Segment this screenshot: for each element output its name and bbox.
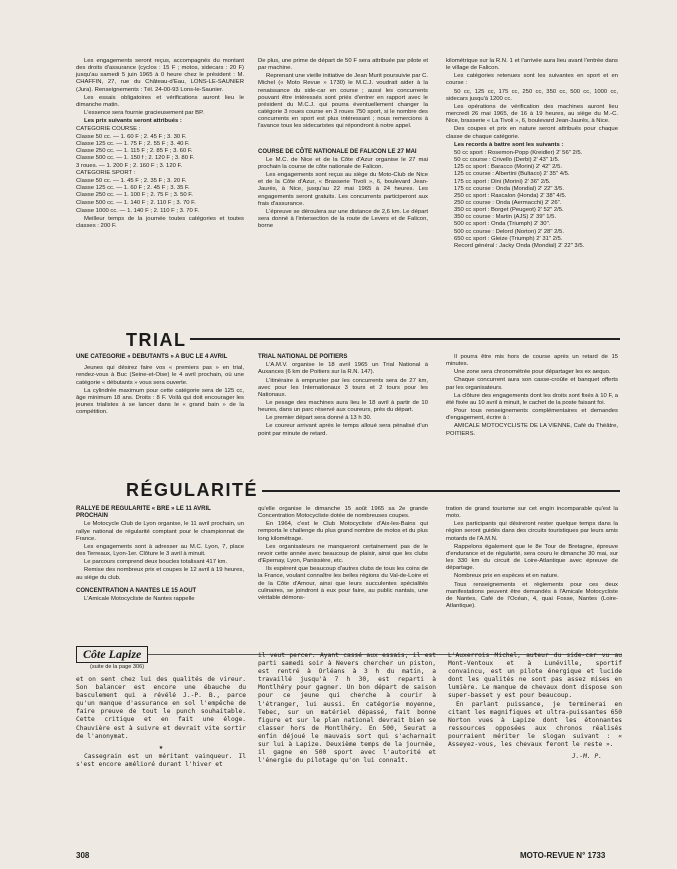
r1-paragraph: Remise des nombreux prix et coupes le 12 avril à 19 heures, au siège du club. <box>76 567 244 581</box>
falicon-text <box>258 157 428 231</box>
col1-top-paragraph: Classe 250 cc. — 1. 115 F ; 2. 85 F ; 3. 60 F. <box>76 147 193 154</box>
col1-top-paragraph: Classe 125 cc. — 1. 75 F ; 2. 55 F ; 3. 40 F. <box>76 140 190 147</box>
col2-bottom-paragraph: L'épreuve se déroulera sur une distance de 2,6 km. Le départ sera donné à l'intersection de la route de Levers et de Falicon, borne <box>258 208 428 230</box>
lapize-title: Côte Lapize <box>76 646 148 663</box>
col1-top-paragraph: Classe 500 cc. — 1. 140 F ; 2. 110 F ; 3. 70 F. <box>76 199 196 206</box>
trial-col-3 <box>446 354 618 439</box>
r3-paragraph: Tous renseignements et règlements pour ces deux manifestations peuvent être demandés à l'Amicale Motocycliste de Nantes, Café de l'Océan, 4, quai Fosse, Nantes (Loire-Atlantique). <box>446 581 618 610</box>
r1-paragraph: Les engagements sont à adresser au M.C. Lyon, 7, place des Terreaux, Lyon-1er. Clôture le 3 avril à minuit. <box>76 543 244 558</box>
col1-top-paragraph: Classe 500 cc. — 1. 150 f ; 2. 120 F ; 3. 80 F. <box>76 155 195 162</box>
r2-paragraph: Ils espèrent que beaucoup d'autres clubs de tous les coins de la France, voulant connaître les belles régions du Val-de-Loire et de la Côte d'Amour, ainsi que leurs succulentes spécialités culinaires, se joindront à eux pour faire, au public nantais, une véritable démons- <box>258 566 428 601</box>
lap2-paragraph: il veut percer. Ayant cassé aux essais, il est parti samedi soir à Nevers chercher un piston, est rentré à Orléans à 3 h du matin, a travaillé jusqu'à 7 h 30, est reparti à Montlhéry pour gagner. Un bon départ de saison pour ce jeune qui cherche à courir à l'étranger, lui aussi. En catégorie moyenne, Tebec, sur un matériel dépassé, fait bonne figure et sur le plan national devrait bien se classer hors de Montlhéry. En 500, Seurat a enfin déjoué le mauvais sort qui s'acharnait sur lui à Lapize. Deuxième temps de la journée, il gagne en 500 sport avec l'autorité et l'énergie du pilotage qu'on lui connaît. <box>258 652 436 765</box>
col1-top-paragraph: Classe 50 cc. — 1. 45 F ; 2. 35 F ; 3. 20 F. <box>76 177 187 184</box>
col2-top-paragraph: De plus, une prime de départ de 50 F sera attribuée par pilote et par machine. <box>258 58 428 72</box>
record-entry: 50 cc course : Crivello (Derbi) 2' 43" 1/5. <box>454 157 560 164</box>
poitiers-text <box>258 362 428 438</box>
lap1-paragraph: et on sent chez lui des qualités de vireur. Son balancer est encore une ébauche du basculement qui a révélé J.-P. B., parce qu'un manque d'assurance en sol l'empêche de faire preuve de tout le punch souhaitable. Cette critique et en fait une éloge. Chauvière est à suivre et devrait vite sortir de l'anonymat. <box>76 676 246 740</box>
record-entry: 350 cc sport : Borget (Peugeot) 2' 52" 2/5. <box>454 207 564 214</box>
nantes-text <box>76 596 244 603</box>
r1b-paragraph: L'Amicale Motocycliste de Nantes rappelle <box>84 595 195 602</box>
col1-top-paragraph: Classe 250 cc. — 1. 100 F ; 2. 75 F ; 3. 50 F. <box>76 191 193 198</box>
r3-paragraph: Rappelons également que le 8e Tour de Bretagne, épreuve d'endurance et de régularité, sera couru le dimanche 30 mai, sur les 330 km du circuit de Loire-Atlantique avec épreuve de départage. <box>446 543 618 572</box>
r3-paragraph: Nombreux prix en espèces et en nature. <box>454 573 559 580</box>
r1-paragraph: Le Motocycle Club de Lyon organise, le 11 avril prochain, un rallye national de régularité comptant pour le championnat de France. <box>76 521 244 542</box>
record-entry: 250 cc sport : Rascalon (Honda) 2' 38" 4/5. <box>454 192 567 199</box>
t2-paragraph: Le coureur arrivant après le temps alloué sera pénalisé d'un point par minute de retard. <box>258 423 428 437</box>
lap3-paragraph: L'Auxerrois Michel, auteur du side-car vu au Mont-Ventoux et à Lunéville, sportif convaincu, est un pilote énergique et lucide dont les qualités ne sont pas assez mises en lumière. Le manque de chevaux dont dispose son super-basset y est pour beaucoup. <box>448 652 622 700</box>
record-entry: 500 cc sport : Onda (Triumph) 2' 30". <box>454 221 551 228</box>
r1-paragraph: Le parcours comprend deux boucles totalisant 417 km. <box>84 559 228 566</box>
nantes-heading: CONCENTRATION A NANTES LE 15 AOUT <box>76 587 197 594</box>
record-entry: Record général : Jacky Onda (Mondial) 2' 22" 3/5. <box>454 242 585 249</box>
r2-paragraph: Les organisateurs ne manqueront certainement pas de le revoir cette année avec beaucoup de plaisir, ainsi que les clubs d'Epernay, Lyon, Panissière, etc. <box>258 543 428 565</box>
col2-bottom-paragraph: Le M.C. de Nice et de la Côte d'Azur organise le 27 mai prochain la course de côte nationale de Falicon. <box>258 156 428 170</box>
trial-col-2 <box>258 354 428 439</box>
t1-paragraph: La cylindrée maximum pour cette catégorie sera de 125 cc, âge minimum 18 ans. Droits : 8 F. Voilà qui doit encourager les jeunes trialistes à se lancer dans le « grand bain » de la compétition. <box>76 387 244 416</box>
lapize-col-3 <box>448 652 622 761</box>
trial-col-1 <box>76 354 244 417</box>
col3-top-paragraph: kilométrique sur la R.N. 1 et l'arrivée aura lieu avant l'entrée dans le village de Falicon. <box>446 58 618 72</box>
col3-top-paragraph: Les catégories retenues sont les suivantes en sport et en course : <box>446 73 618 87</box>
reg-col-2 <box>258 506 428 603</box>
t2-paragraph: Le premier départ sera donné à 13 h 30. <box>266 415 372 422</box>
col1-top-paragraph: Classe 125 cc. — 1. 60 F ; 2. 45 F ; 3. 35 F. <box>76 184 190 191</box>
r3-paragraph: Les participants qui désireront rester quelque temps dans la région seront guidés dans des circuits touristiques par leurs amis motards de l'A.M.N. <box>446 521 618 542</box>
lap3-paragraph: En parlant puissance, je terminerai en citant les magnifiques et ultra-puissantes 650 Norton vues à Lapize dont les étonnantes ressources opposées aux chronos réalisés pourraient mériter le slogan suivant : « Asseyez-vous, les chevaux feront le reste ». <box>448 700 622 749</box>
lapize-col-2 <box>258 652 436 765</box>
t1-paragraph: Jeunes qui désirez faire vos « premiers pas » en trial, rendez-vous à Buc (Seine-et-Oise) le 4 avril prochain, où une catégorie « débutants » vous sera ouverte. <box>76 365 244 386</box>
records-list <box>454 150 618 250</box>
trial-rule <box>190 338 620 340</box>
col1-top-paragraph: Classe 1000 cc. — 1. 140 F ; 2. 110 F ; 3. 70 F. <box>76 208 199 215</box>
r2-paragraph: En 1964, c'est le Club Motocycliste d'Aix-les-Bains qui remporta le challenge du plus grand nombre de motos et du plus long kilométrage. <box>258 521 428 542</box>
record-entry: 125 cc course : Albertini (Bultaco) 2' 35" 4/5. <box>454 171 570 178</box>
bre-text <box>76 521 244 581</box>
buc-heading: UNE CATEGORIE « DEBUTANTS » A BUC LE 4 AVRIL <box>76 354 228 360</box>
buc-text <box>76 365 244 416</box>
record-entry: 350 cc course : Martin (AJS) 2' 39" 1/5. <box>454 214 557 221</box>
record-entry: 50 cc sport : Rosemon-Popp (Kreidler) 2' 56" 2/5. <box>454 149 583 156</box>
col3-top-paragraph: 50 cc, 125 cc, 175 cc, 250 cc, 350 cc, 500 cc, 1000 cc, sidecars jusqu'à 1200 cc. <box>446 88 618 102</box>
lapize-col-1 <box>76 676 246 769</box>
reg-col-3 <box>446 506 618 611</box>
regularite-title: RÉGULARITÉ <box>126 480 258 500</box>
t3-paragraph: Chaque concurrent aura son casse-croûte et banquet offerts par les organisateurs. <box>446 377 618 391</box>
lapize-signature: J.-M. P. <box>571 753 602 761</box>
col1-top-paragraph: Classe 50 cc. — 1. 60 F ; 2. 45 F ; 3. 30 F. <box>76 133 187 140</box>
magazine-issue: MOTO-REVUE N° 1733 <box>520 851 606 860</box>
lap1-paragraph: ★ <box>158 742 164 751</box>
column-1-top <box>76 58 244 232</box>
col2-top-text <box>258 58 428 131</box>
col1-top-paragraph: Les engagements seront reçus, accompagnés du montant des droits d'assurance (cyclos : 15 F ; motos, sidecars : 20 F) jusqu'au samedi 5 juin 1965 à 0 heure chez le président : M. CHAFFIN, 27, rue du Château-d'Eau, LONS-LE-SAUNIER (Jura). Renseignements : Tél. 24-00-93 Lons-le-Saunier. <box>76 58 244 93</box>
column-2-top <box>258 58 428 231</box>
col3-top-text <box>446 58 618 149</box>
falicon-heading: COURSE DE CÔTE NATIONALE DE FALICON LE 27 MAI <box>258 148 417 155</box>
reg-col-1 <box>76 506 244 604</box>
regularite-rule <box>262 490 620 492</box>
t2-paragraph: L'itinéraire à emprunter par les concurrents sera de 27 km, avec pour les Internationaux 3 tours et 2 tours pour les Nationaux. <box>258 377 428 398</box>
column-3-top <box>446 58 618 250</box>
col1-top-paragraph: L'essence sera fournie gracieusement par BP. <box>84 110 204 117</box>
col1-top-paragraph: Les prix suivants seront attribués : <box>84 118 182 125</box>
col1-top-paragraph: Les essais obligatoires et vérifications auront lieu le dimanche matin. <box>76 94 244 108</box>
record-entry: 175 cc sport : Dini (Morini) 2' 36" 2/5. <box>454 178 551 185</box>
t2-paragraph: Le pesage des machines aura lieu le 18 avril à partir de 10 heures, dans un parc réservé aux coureurs, près du départ. <box>258 399 428 414</box>
page-number: 308 <box>76 851 90 860</box>
col3-top-paragraph: Les records à battre sont les suivants : <box>454 141 564 148</box>
record-entry: 650 cc sport : Gleize (Triumph) 2' 31" 2/5. <box>454 235 563 242</box>
t3-paragraph: Il pourra être mis hors de course après un retard de 15 minutes. <box>446 354 618 368</box>
t2-paragraph: L'A.M.V. organise le 18 avril 1965 un Trial National à Auxances (6 km de Poitiers sur la R.N. 147). <box>258 362 428 376</box>
col2-bottom-paragraph: Les engagements sont reçus au siège du Moto-Club de Nice et de la Côte d'Azur, « Brasserie Tivoli », 6, boulevard Jean-Jaurès, à Nice, jusqu'au 22 mai 1965 à 24 heures. Les engagements seront gratuits. Les concurrents participeront aux frais d'assurance. <box>258 172 428 207</box>
t3-paragraph: Pour tous renseignements complémentaires et demandes d'engagement, écrire à : <box>446 408 618 422</box>
t3-paragraph: Une zone sera chronométrée pour départager les ex aequo. <box>454 369 611 376</box>
col1-top-paragraph: 3 roues. — 1. 200 F ; 2. 160 F ; 3. 120 F. <box>76 163 183 170</box>
poitiers-heading: TRIAL NATIONAL DE POITIERS <box>258 354 348 360</box>
record-entry: 500 cc course : Delord (Norton) 2' 28" 2/5. <box>454 228 564 235</box>
r3-paragraph: tration de grand tourisme sur cet engin incomparable qu'est la moto. <box>446 506 618 520</box>
col3-top-paragraph: Des coupes et prix en nature seront attribués pour chaque classe de chaque catégorie. <box>446 126 618 140</box>
r2-paragraph: qu'elle organise le dimanche 15 août 1965 sa 2e grande Concentration Motocycliste dotée de nombreuses coupes. <box>258 506 428 520</box>
lapize-col-3-text <box>448 652 622 749</box>
col3-top-paragraph: Les opérations de vérification des machines auront lieu mercredi 26 mai 1965, de 16 à 19 heures, au siège du M.-C. Nice, brasserie « La Tivoli », 6, boulevard Jean-Jaurès, à Nice. <box>446 103 618 125</box>
col1-top-paragraph: Meilleur temps de la journée toutes catégories et toutes classes : 200 F. <box>76 216 244 230</box>
bre-heading: RALLYE DE REGULARITE « BRE » LE 11 AVRIL PROCHAIN <box>76 506 211 520</box>
record-entry: 125 cc sport : Baracco (Morini) 2' 42" 2/5. <box>454 164 562 171</box>
t3-paragraph: La clôture des engagements dont les droits sont fixés à 10 F, a été fixée au 10 avril à minuit, le cachet de la poste faisant foi. <box>446 392 618 406</box>
lapize-continued: (suite de la page 306) <box>90 664 145 670</box>
col1-top-paragraph: CATEGORIE SPORT : <box>76 170 136 177</box>
trial-title: TRIAL <box>126 330 187 350</box>
t3-paragraph: AMICALE MOTOCYCLISTE DE LA VIENNE, Café du Théâtre, POITIERS. <box>446 423 618 437</box>
lap1-paragraph: Cassegrain est un méritant vainqueur. Il s'est encore amélioré durant l'hiver et <box>76 752 246 768</box>
col2-top-paragraph: Reprenant une vieille initiative de Jean Murit poursuivie par C. Michel (« Moto Revue » 1730) le M.C.J. voudrait aider à la renaissance du side-car en course ; aussi les concurrents pouvant être intéressés sont priés d'entrer en rapport avec le président du M.C.J. qui pourra éventuellement changer la catégorie 3 roues course en 3 roues 750 sport, si le nombre des concurrents en sport est plus intéressant ; nous remercions à l'avance tous les sidecaristes qui répondront à notre appel. <box>258 73 428 130</box>
record-entry: 175 cc course : Onda (Mondial) 2' 22" 3/5. <box>454 185 564 192</box>
col1-top-paragraph: CATEGORIE COURSE : <box>76 126 141 133</box>
record-entry: 250 cc course : Onda (Aermacchi) 2' 26". <box>454 199 562 206</box>
